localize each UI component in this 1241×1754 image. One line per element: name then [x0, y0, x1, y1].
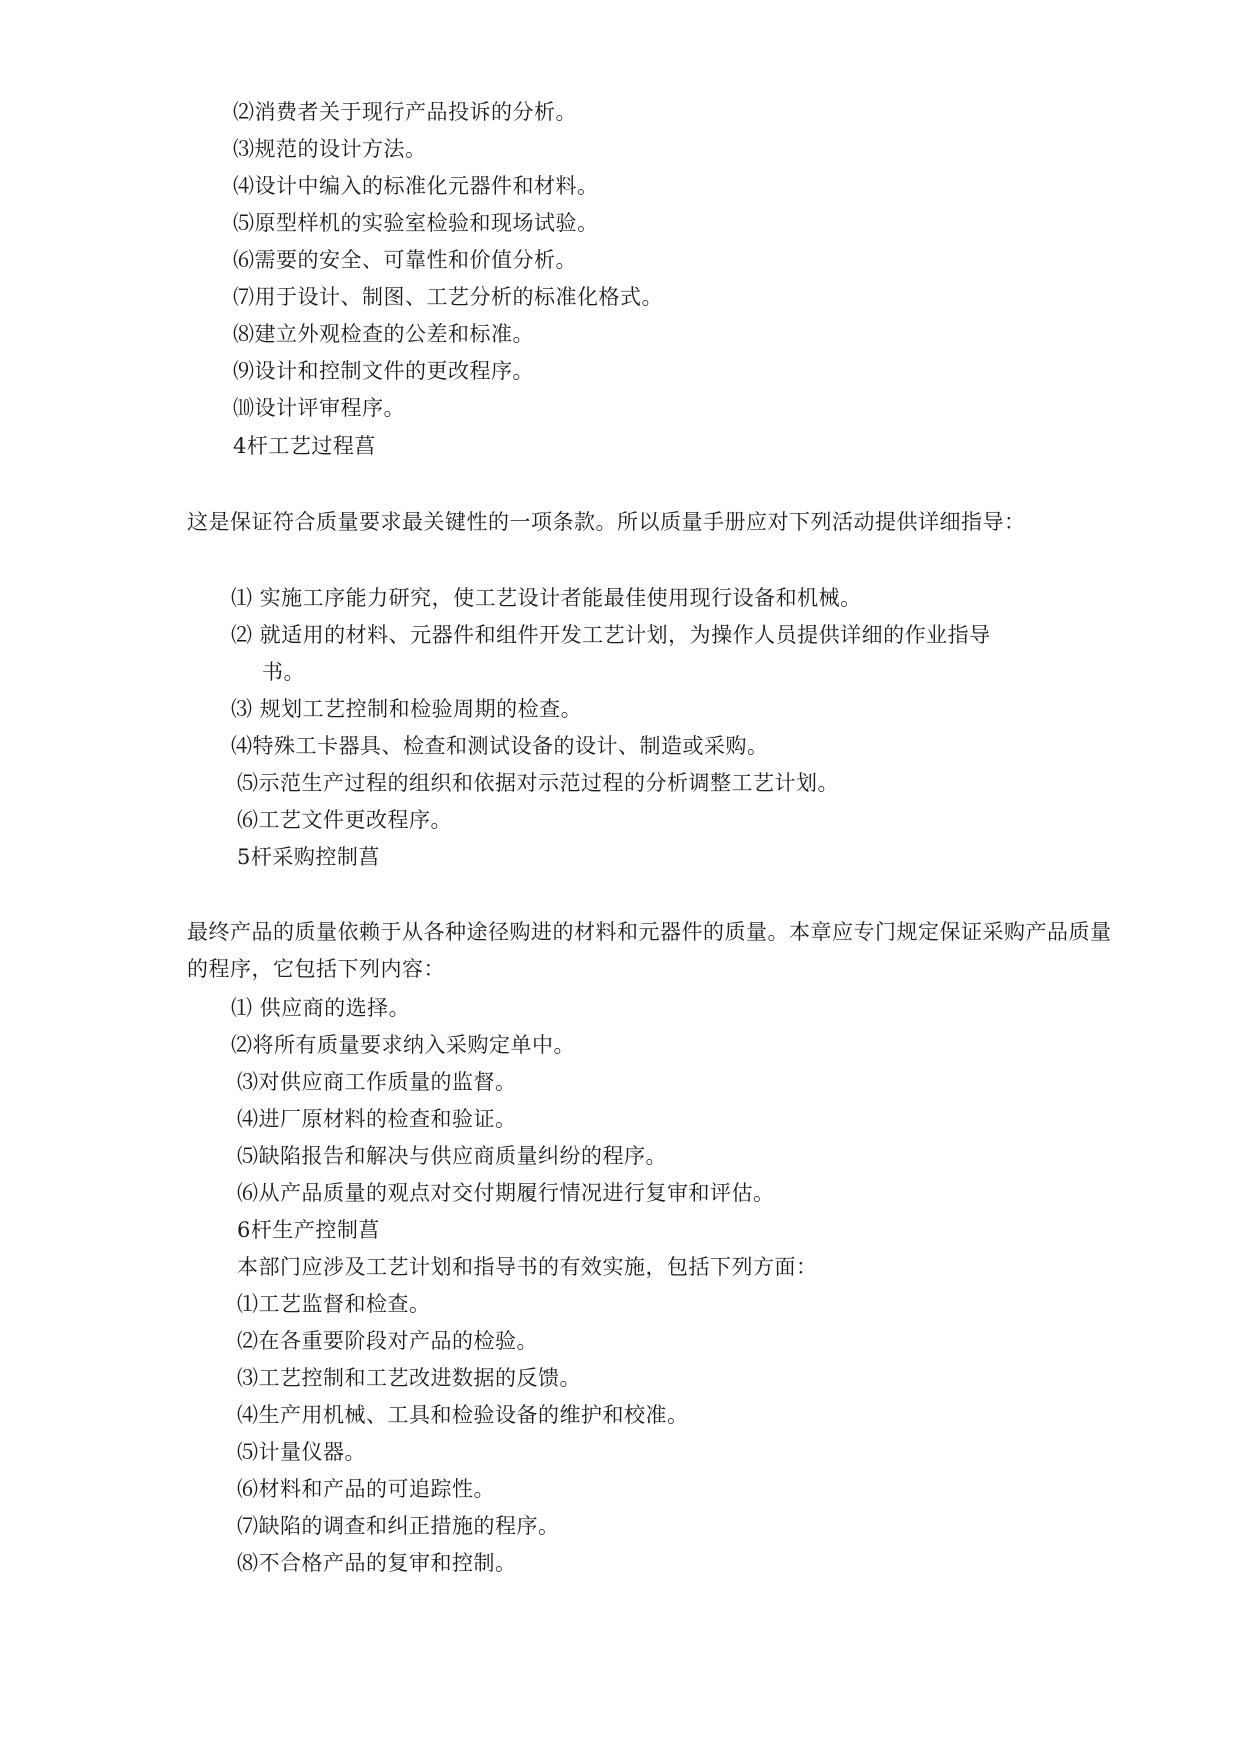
list-item-continuation: 书。 [262, 660, 305, 684]
list-item: ⑵将所有质量要求纳入采购定单中。 [231, 1033, 575, 1057]
section-intro: 本部门应涉及工艺计划和指导书的有效实施，包括下列方面： [237, 1255, 818, 1279]
list-item: ⑸计量仪器。 [237, 1440, 366, 1464]
section-heading: 6杆生产控制菖 [237, 1218, 380, 1242]
list-item: ⑶ 规划工艺控制和检验周期的检查。 [231, 697, 583, 721]
list-item: ⑴ 供应商的选择。 [231, 996, 411, 1020]
list-item: ⑺缺陷的调查和纠正措施的程序。 [237, 1514, 560, 1538]
list-item: ⑶工艺控制和工艺改进数据的反馈。 [237, 1366, 581, 1390]
list-item: ⑻建立外观检查的公差和标准。 [233, 322, 534, 346]
list-item: ⑴ 实施工序能力研究，使工艺设计者能最佳使用现行设备和机械。 [231, 586, 862, 610]
list-item: ⑹需要的安全、可靠性和价值分析。 [233, 248, 577, 272]
list-item: ⑷设计中编入的标准化元器件和材料。 [233, 174, 599, 198]
section-intro: 这是保证符合质量要求最关键性的一项条款。所以质量手册应对下列活动提供详细指导： [187, 510, 1026, 534]
section-intro: 最终产品的质量依赖于从各种途径购进的材料和元器件的质量。本章应专门规定保证采购产品质量的程序，它包括下列内容： [187, 920, 1112, 981]
list-item: ⑶对供应商工作质量的监督。 [237, 1070, 517, 1094]
list-item: ⑶规范的设计方法。 [233, 137, 427, 161]
list-item: ⑽设计评审程序。 [233, 396, 405, 420]
list-item: ⑹材料和产品的可追踪性。 [237, 1477, 495, 1501]
list-item: ⑺用于设计、制图、工艺分析的标准化格式。 [233, 285, 663, 309]
list-item: ⑸缺陷报告和解决与供应商质量纠纷的程序。 [237, 1144, 667, 1168]
list-item: ⑵在各重要阶段对产品的检验。 [237, 1329, 538, 1353]
list-item: ⑷进厂原材料的检查和验证。 [237, 1107, 517, 1131]
list-item: ⑸原型样机的实验室检验和现场试验。 [233, 211, 599, 235]
list-item: ⑵消费者关于现行产品投诉的分析。 [233, 100, 577, 124]
list-item: ⑷生产用机械、工具和检验设备的维护和校准。 [237, 1403, 689, 1427]
list-item: ⑷特殊工卡器具、检查和测试设备的设计、制造或采购。 [231, 734, 769, 758]
list-item: ⑼设计和控制文件的更改程序。 [233, 359, 534, 383]
section-heading: 5杆采购控制菖 [237, 845, 380, 869]
list-item: ⑵ 就适用的材料、元器件和组件开发工艺计划，为操作人员提供详细的作业指导 [231, 623, 991, 647]
list-item: ⑹工艺文件更改程序。 [237, 808, 452, 832]
list-item: ⑻不合格产品的复审和控制。 [237, 1551, 517, 1575]
list-item: ⑹从产品质量的观点对交付期履行情况进行复审和评估。 [237, 1181, 775, 1205]
list-item: ⑸示范生产过程的组织和依据对示范过程的分析调整工艺计划。 [237, 771, 839, 795]
section-heading: 4杆工艺过程菖 [233, 434, 376, 458]
list-item: ⑴工艺监督和检查。 [237, 1292, 431, 1316]
